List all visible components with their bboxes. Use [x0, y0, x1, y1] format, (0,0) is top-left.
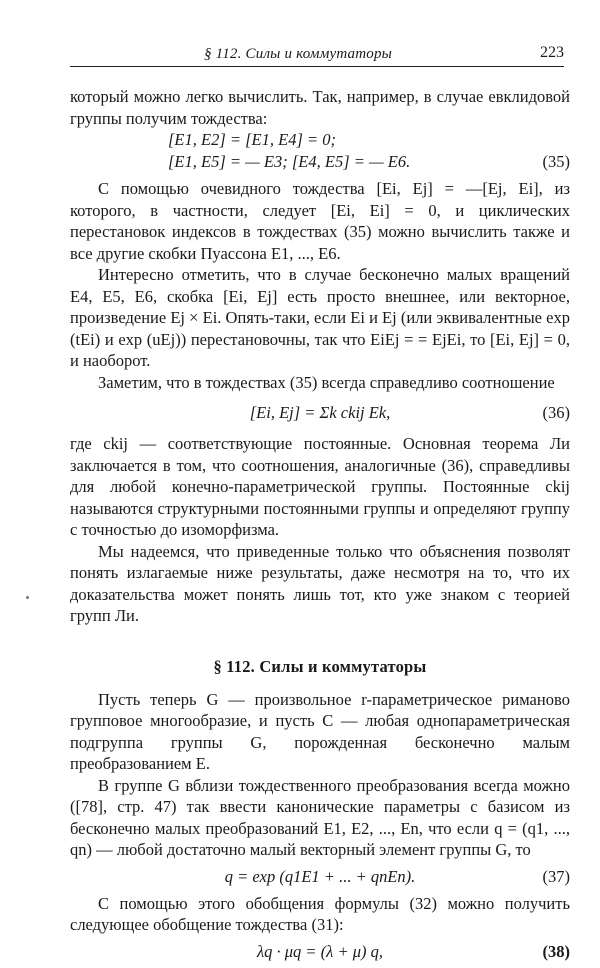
page-number: 223: [540, 44, 564, 61]
paragraph-9: С помощью этого обобщения формулы (32) можно получить следующее обобщение тождества (31):: [70, 893, 570, 934]
section-heading: § 112. Силы и коммутаторы: [213, 656, 427, 676]
paragraph-3: Интересно отметить, что в случае бесконечно малых вращений E4, E5, E6, скобка [Ei, Ej] есть просто внешнее, или векторное, произведение Ej × Ei. Опять-таки, если Ei и Ej (или эквивалентные exp (tEi) и exp (uEj)) перестановочны, так что EiEj = = EjEi, то [Ei, Ej] = 0, и наоборот.: [70, 265, 570, 370]
equation-38: [70, 936, 570, 968]
paragraph-2: С помощью очевидного тождества [Ei, Ej] = —[Ej, Ei], из которого, в частности, следует [Ei, Ei] = 0, и циклических перестановок индексов в тождествах (35) можно вычислить также и все другие скобки Пуассона E1, ..., E6.: [70, 179, 570, 263]
equation-36: [70, 393, 570, 433]
equation-38-body: λq · μq = (λ + μ) q,: [257, 941, 383, 961]
paragraph-8: В группе G вблизи тождественного преобразования всегда можно ([78], стр. 47) так ввести канонические параметры с базисом из бесконечно малых преобразований E1, E2, ..., En, что если q = (q1, ..., qn) — любой достаточно малый векторный элемент группы G, то: [70, 775, 570, 859]
running-header: [70, 44, 564, 67]
paragraph-7: Пусть теперь G — произвольное r-параметрическое римановo групповое многообразие, и пусть C — любая однопараметрическая подгруппа группы G, порожденная бесконечно малым преобразованием E.: [70, 689, 570, 773]
running-title: § 112. Силы и коммутаторы: [204, 46, 393, 62]
paragraph-5: где ckij — соответствующие постоянные. Основная теорема Ли заключается в том, что соотношения, аналогичные (36), справедливы для любой конечно-параметрической группы. Постоянные ckij называются структурными постоянными группы и определяют группу с точностью до изоморфизма.: [70, 434, 570, 539]
equation-36-number: (36): [542, 403, 570, 422]
paragraph-1: который можно легко вычислить. Так, например, в случае евклидовой группы получим тождества:: [70, 87, 570, 128]
equation-38-number: (38): [542, 941, 570, 961]
page-body: [70, 86, 570, 968]
equation-35: [70, 129, 570, 172]
scan-speck: [26, 596, 29, 599]
equation-35-line-1: [E1, E2] = [E1, E4] = 0;: [168, 130, 337, 149]
paragraph-6: Мы надеемся, что приведенные только что объяснения позволят понять излагаемые ниже результаты, даже несмотря на то, что их доказательства может понять лишь тот, кто уже знаком с теорией групп Ли.: [70, 541, 570, 625]
equation-37: [70, 861, 570, 893]
equation-37-number: (37): [542, 866, 570, 886]
equation-35-number: (35): [542, 151, 570, 171]
paragraph-4: Заметим, что в тождествах (35) всегда справедливо соотношение: [98, 372, 555, 392]
equation-37-body: q = exp (q1E1 + ... + qnEn).: [224, 866, 416, 886]
equation-36-body: [Ei, Ej] = Σk ckij Ek,: [249, 403, 391, 422]
equation-35-line-2: [E1, E5] = — E3; [E4, E5] = — E6.: [168, 151, 411, 171]
